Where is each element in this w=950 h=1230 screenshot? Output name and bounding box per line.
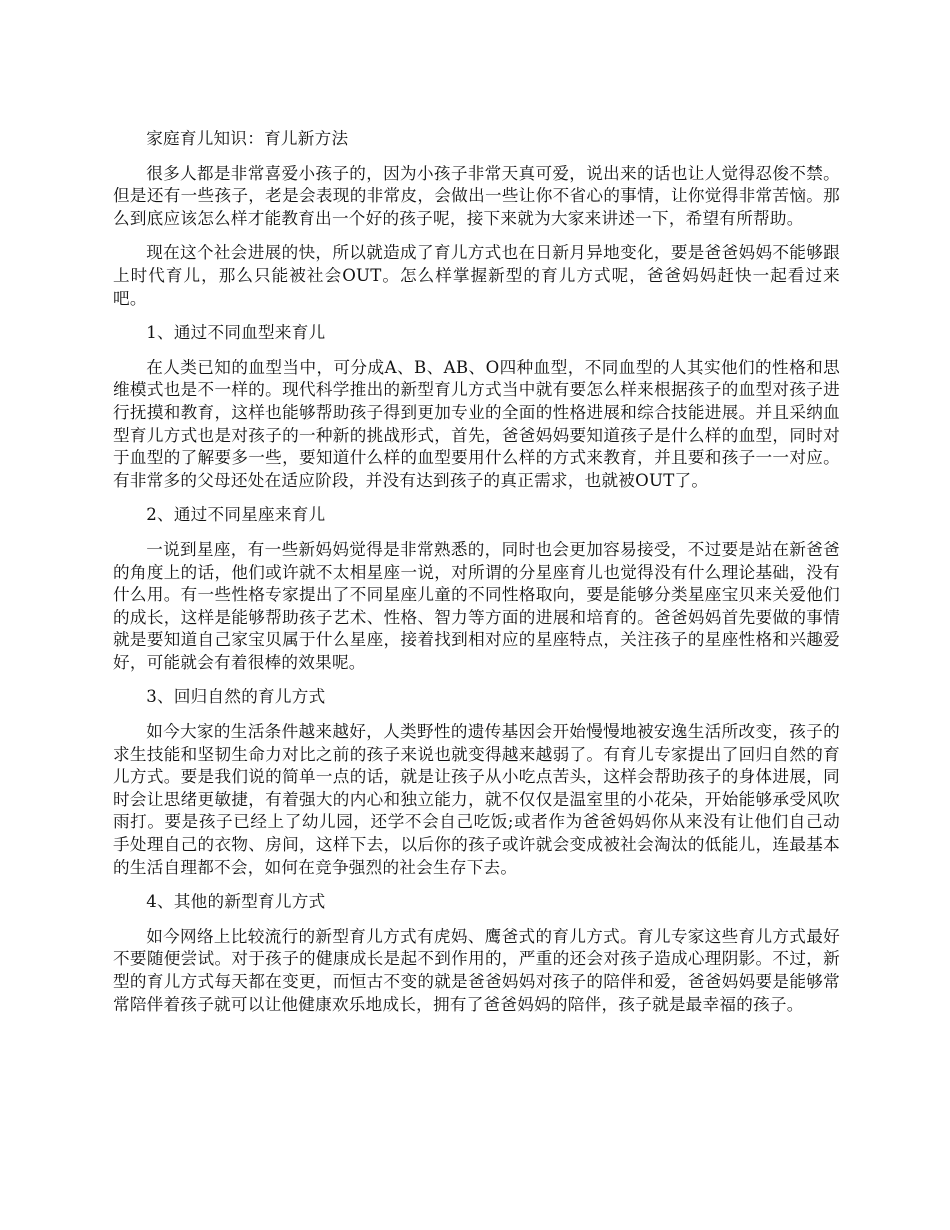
section-heading-zodiac: 2、通过不同星座来育儿 — [146, 505, 326, 525]
section-body-blood-type: 在人类已知的血型当中，可分成A、B、AB、O四种血型，不同血型的人其实他们的性格和思维模式也是不一样的。现代科学推出的新型育儿方式当中就有要怎么样来根据孩子的血型对孩子进行抚摸和教育，这样也能够帮助孩子得到更加专业的全面的性格进展和综合技能进展。并且采纳血型育儿方式也是对孩子的一种新的挑战形式，首先，爸爸妈妈要知道孩子是什么样的血型，同时对于血型的了解要多一些，要知道什么样的血型要用什么样的方式来教育，并且要和孩子一一对应。有非常多的父母还处在适应阶段，并没有达到孩子的真正需求，也就被OUT了。 — [113, 357, 840, 490]
intro-paragraph-1: 很多人都是非常喜爱小孩子的，因为小孩子非常天真可爱，说出来的话也让人觉得忍俊不禁。但是还有一些孩子，老是会表现的非常皮，会做出一些让你不省心的事情，让你觉得非常苦恼。那么到底应该怎么样才能教育出一个好的孩子呢，接下来就为大家来讲述一下，希望有所帮助。 — [113, 163, 840, 228]
document-page — [113, 128, 840, 1028]
section-heading-nature: 3、回归自然的育儿方式 — [146, 687, 326, 707]
section-heading-other: 4、其他的新型育儿方式 — [146, 892, 326, 912]
section-body-zodiac: 一说到星座，有一些新妈妈觉得是非常熟悉的，同时也会更加容易接受，不过要是站在新爸爸的角度上的话，他们或许就不太相星座一说，对所谓的分星座育儿也觉得没有什么理论基础，没有什么用。有一些性格专家提出了不同星座儿童的不同性格取向，要是能够分类星座宝贝来关爱他们的成长，这样是能够帮助孩子艺术、性格、智力等方面的进展和培育的。爸爸妈妈首先要做的事情就是要知道自己家宝贝属于什么星座，接着找到相对应的星座特点，关注孩子的星座性格和兴趣爱好，可能就会有着很棒的效果呢。 — [113, 539, 840, 672]
document-title: 家庭育儿知识：育儿新方法 — [146, 129, 349, 148]
section-body-other: 如今网络上比较流行的新型育儿方式有虎妈、鹰爸式的育儿方式。育儿专家这些育儿方式最好不要随便尝试。对于孩子的健康成长是起不到作用的，严重的还会对孩子造成心理阴影。不过，新型的育儿方式每天都在变更，而恒古不变的就是爸爸妈妈对孩子的陪伴和爱，爸爸妈妈要是能够常常陪伴着孩子就可以让他健康欢乐地成长，拥有了爸爸妈妈的陪伴，孩子就是最幸福的孩子。 — [113, 926, 840, 1014]
intro-paragraph-2: 现在这个社会进展的快，所以就造成了育儿方式也在日新月异地变化，要是爸爸妈妈不能够跟上时代育儿，那么只能被社会OUT。怎么样掌握新型的育儿方式呢，爸爸妈妈赶快一起看过来吧。 — [113, 243, 840, 308]
section-heading-blood-type: 1、通过不同血型来育儿 — [146, 323, 326, 343]
section-body-nature: 如今大家的生活条件越来越好，人类野性的遗传基因会开始慢慢地被安逸生活所改变，孩子的求生技能和坚韧生命力对比之前的孩子来说也就变得越来越弱了。有育儿专家提出了回归自然的育儿方式。要是我们说的简单一点的话，就是让孩子从小吃点苦头，这样会帮助孩子的身体进展，同时会让思绪更敏捷，有着强大的内心和独立能力，就不仅仅是温室里的小花朵，开始能够承受风吹雨打。要是孩子已经上了幼儿园，还学不会自己吃饭;或者作为爸爸妈妈你从来没有让他们自己动手处理自己的衣物、房间，这样下去，以后你的孩子或许就会变成被社会淘汰的低能儿，连最基本的生活自理都不会，如何在竞争强烈的社会生存下去。 — [113, 722, 840, 877]
